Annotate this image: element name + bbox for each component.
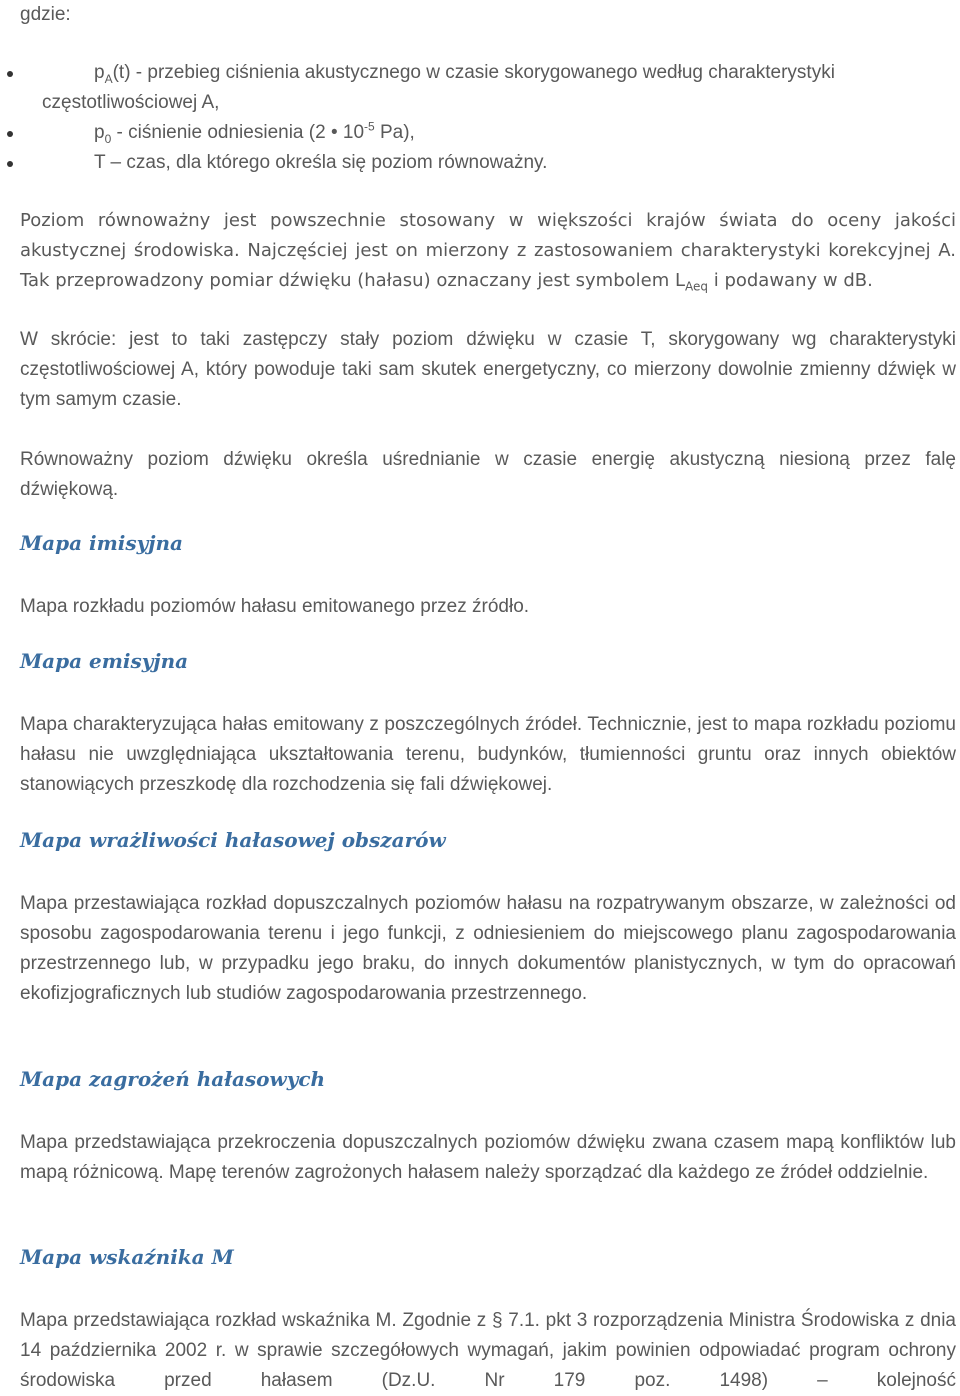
heading-mapa-emisyjna: Mapa emisyjna [20,649,189,673]
paragraph-mapa-zagrozen: Mapa przedstawiająca przekroczenia dopuszczalnych poziomów dźwięku zwana czasem mapą konfliktów lub mapą różnicową. Mapę terenów zagrożonych hałasem należy sporządzać dla każdego ze źródeł oddzielnie. [20,1132,956,1183]
paragraph-energy: Równoważny poziom dźwięku określa uśrednianie w czasie energię akustyczną niesioną przez falę dźwiękową. [20,449,956,500]
intro-label: gdzie: [20,4,71,25]
paragraph-mapa-imisyjna: Mapa rozkładu poziomów hałasu emitowanego przez źródło. [20,596,530,617]
heading-mapa-zagrozen: Mapa zagrożeń hałasowych [20,1067,326,1091]
heading-mapa-wrazliwosci: Mapa wrażliwości hałasowej obszarów [20,828,446,852]
paragraph-equivalent-level: Poziom równoważny jest powszechnie stosowany w większości krajów świata do oceny jakości akustycznej środowiska. Najczęściej jest on mierzony z zastosowaniem charakterystyki korekcyjnej A. Tak przeprowadzony pomiar dźwięku (hałasu) oznaczany jest symbolem $L_{Aeq}$ i podawany w dB. [20,210,956,294]
paragraph-mapa-emisyjna: Mapa charakteryzująca hałas emitowany z poszczególnych źródeł. Technicznie, jest to mapa rozkładu poziomu hałasu nie uwzględniająca ukształtowania terenu, budynków, tłumienności gruntu oraz innych obiektów stanowiących przeszkodę dla rozchodzenia się fali dźwiękowej. [20,714,956,795]
bullet-icon [7,131,13,137]
list-item: $p_A(t)$ - przebieg ciśnienia akustycznego w czasie skorygowanego według charakterystyki częstotliwościowej A, [0,58,960,118]
paragraph-mapa-wrazliwosci: Mapa przestawiająca rozkład dopuszczalnych poziomów hałasu na rozpatrywanym obszarze, w zależności od sposobu zagospodarowania terenu i jego funkcji, z odniesieniem do miejscowego planu zagospodarowania przestrzennego lub, w przypadku jego braku, do innych dokumentów planistycznych, w tym do opracowań ekofizjograficznych lub studiów zagospodarowania przestrzennego. [20,893,956,1004]
heading-mapa-wskaznika-m: Mapa wskaźnika M [20,1245,234,1269]
definitions-list [0,58,960,178]
bullet-icon [7,161,13,167]
heading-mapa-imisyjna: Mapa imisyjna [20,531,183,555]
list-item: $p_0$ - ciśnienie odniesienia (2 • $10^{-5}$ Pa), [0,118,960,148]
bullet-icon [7,71,13,77]
list-item: T – czas, dla którego określa się poziom równoważny. [0,148,960,178]
paragraph-mapa-wskaznika-m: Mapa przedstawiająca rozkład wskaźnika M. Zgodnie z § 7.1. pkt 3 rozporządzenia Ministra Środowiska z dnia 14 października 2002 r. w sprawie szczegółowych wymagań, jakim powinien odpowiadać program ochrony środowiska przed hałasem (Dz.U. Nr 179 poz. 1498) – kolejność [20,1310,956,1391]
paragraph-summary: W skrócie: jest to taki zastępczy stały poziom dźwięku w czasie T, skorygowany wg charakterystyki częstotliwościowej A, który powoduje taki sam skutek energetyczny, co mierzony dowolnie zmienny dźwięk w tym samym czasie. [20,329,956,410]
